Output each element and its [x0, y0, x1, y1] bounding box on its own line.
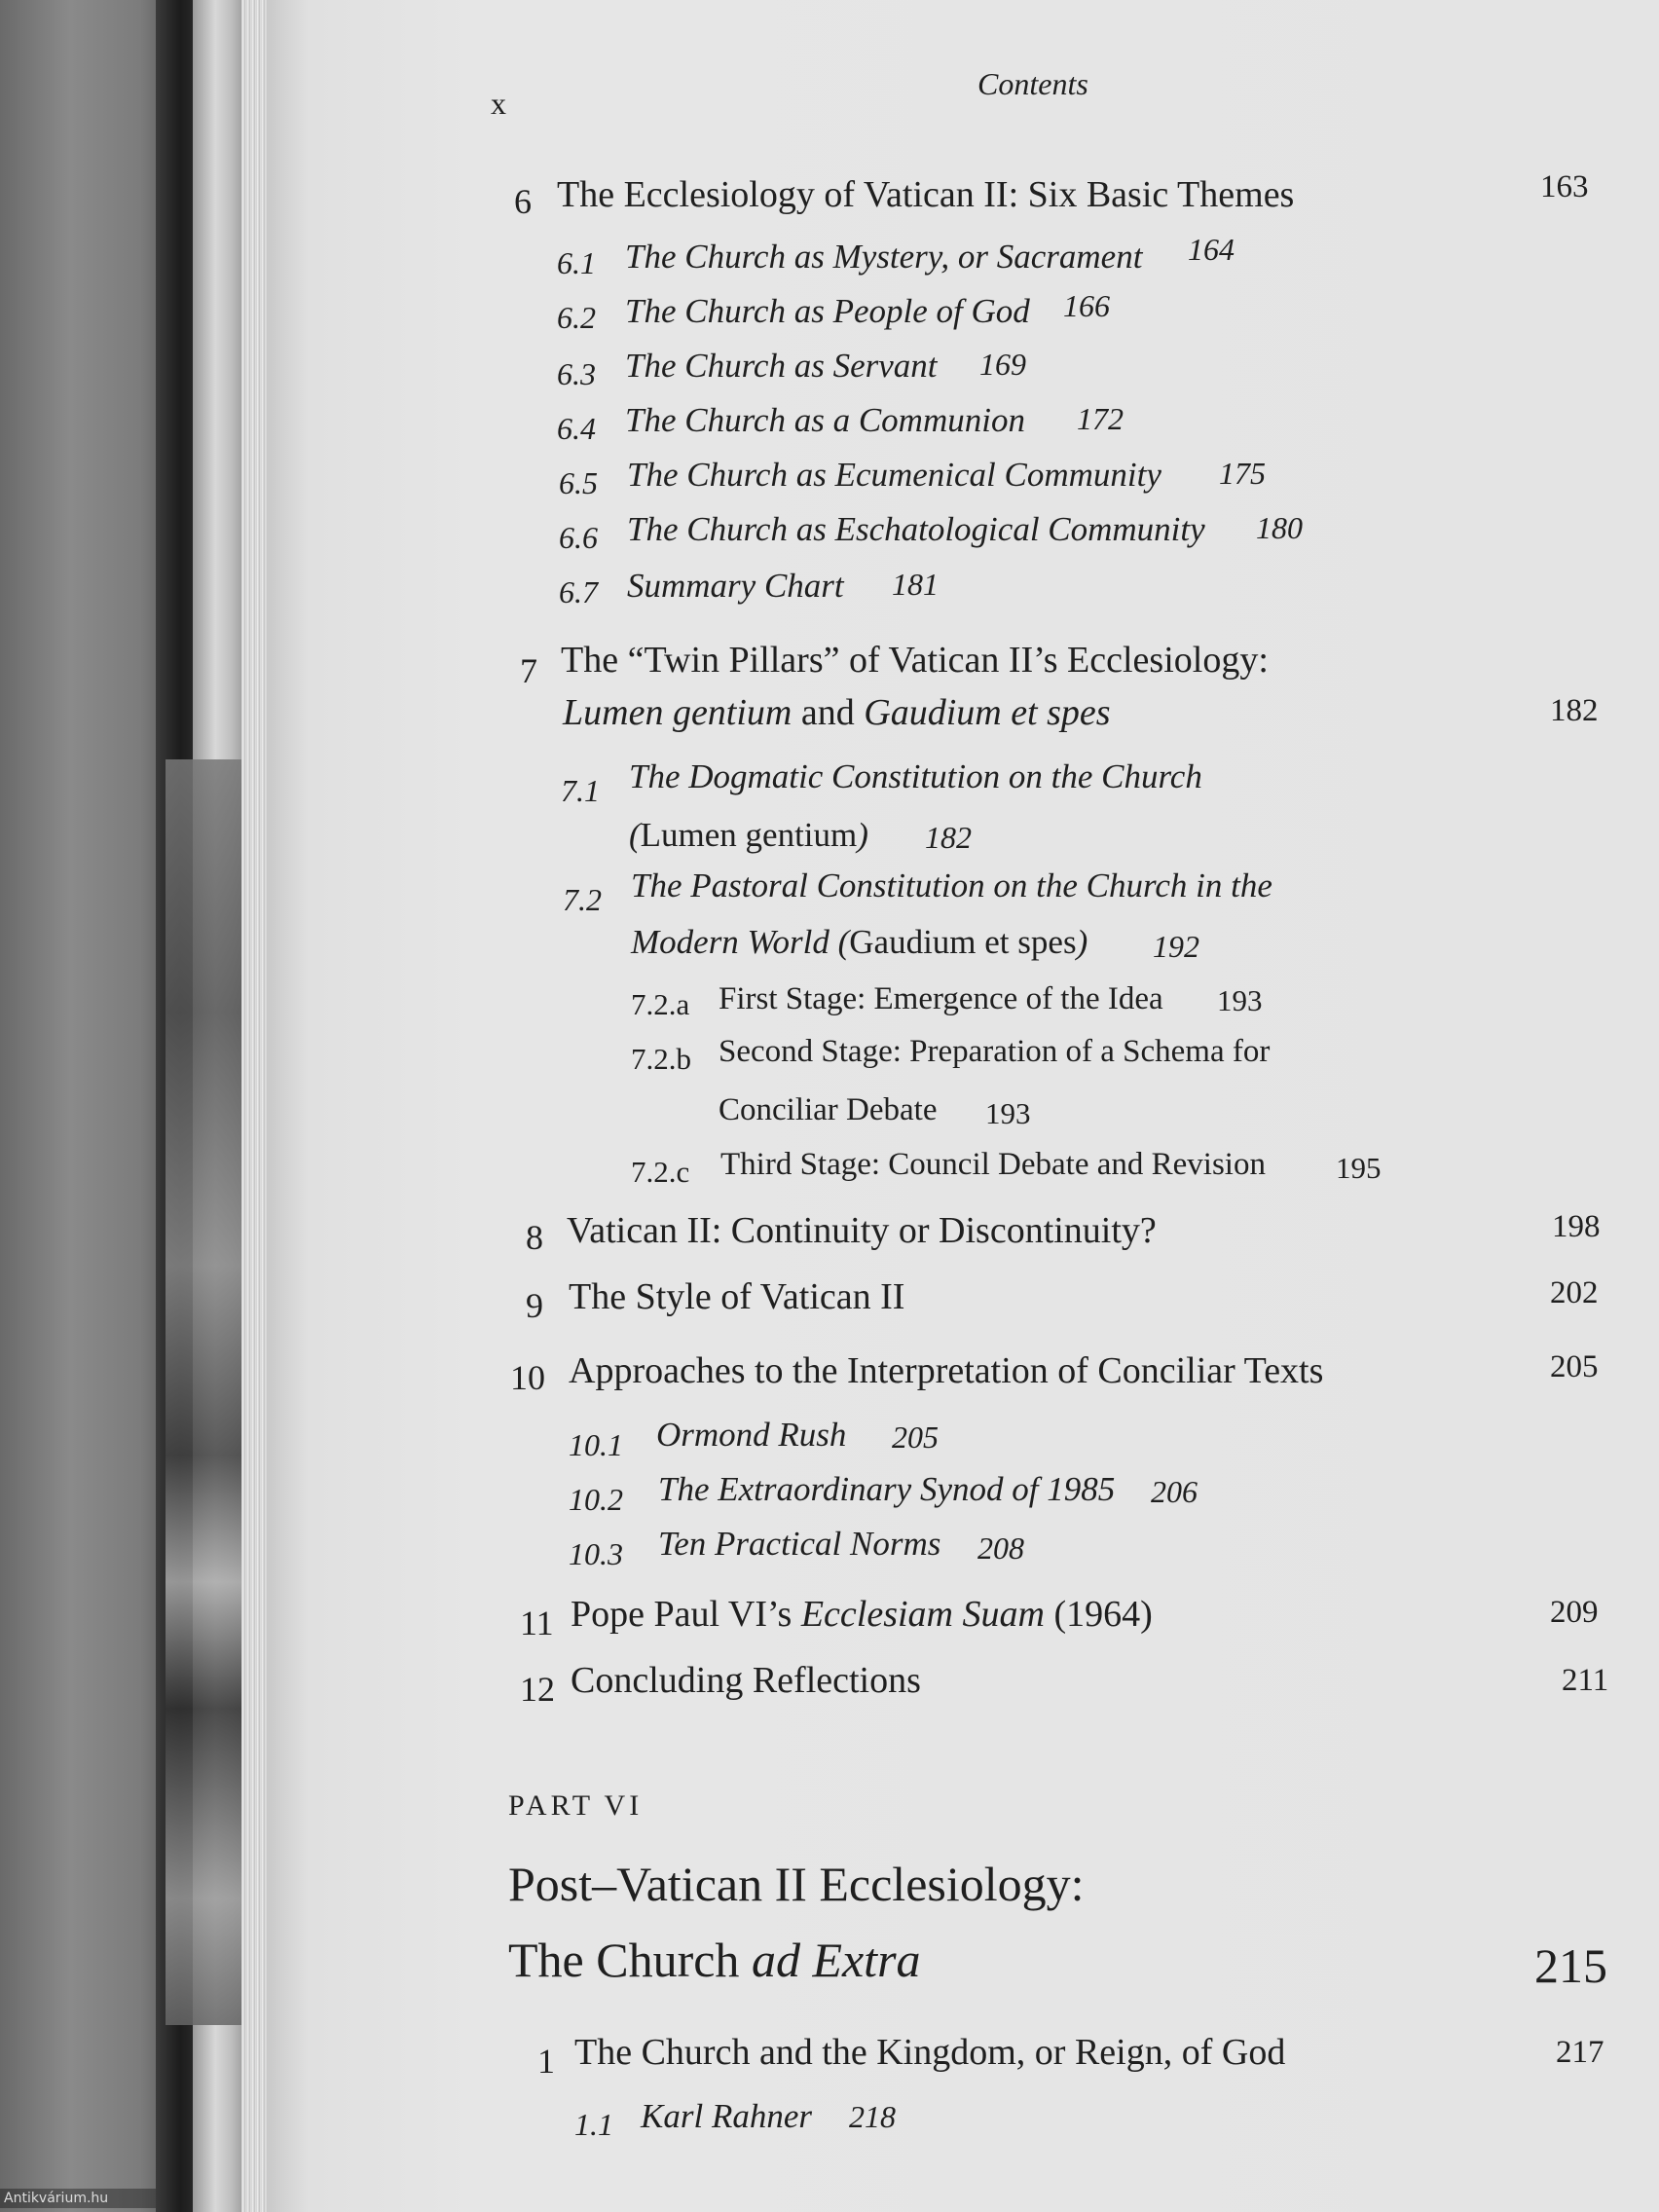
subsection-page: 195: [1336, 1151, 1382, 1185]
section-page: 218: [849, 2099, 896, 2134]
section-title: The Extraordinary Synod of 1985: [658, 1470, 1116, 1508]
part-label: PART VI: [508, 1789, 644, 1822]
book-cover-artwork: [166, 759, 253, 2025]
chapter-number: 7: [520, 651, 537, 690]
section-page: 206: [1151, 1474, 1198, 1509]
chapter-title-line2: [563, 691, 1111, 734]
chapter-number: 8: [526, 1218, 543, 1257]
chapter-number: 10: [510, 1358, 545, 1397]
section-title: The Church as Eschatological Community: [627, 510, 1205, 548]
section-page: 164: [1188, 232, 1235, 267]
running-title: Contents: [977, 66, 1088, 101]
chapter-number: 1: [537, 2042, 555, 2081]
section-number: 6.2: [557, 300, 596, 335]
section-number: 10.3: [569, 1536, 623, 1571]
document-name: Gaudium et spes: [864, 692, 1111, 733]
chapter-page: 209: [1550, 1595, 1599, 1630]
section-number: 7.2: [563, 882, 602, 917]
page-number: x: [491, 86, 506, 121]
chapter-page: 182: [1550, 693, 1599, 728]
chapter-title: Vatican II: Continuity or Discontinuity?: [567, 1210, 1157, 1251]
section-page: 166: [1063, 288, 1110, 323]
part-page: 215: [1534, 1938, 1607, 1993]
chapter-page: 163: [1540, 169, 1589, 204]
section-title-line1: The Dogmatic Constitution on the Church: [629, 757, 1202, 795]
document-name: Ecclesiam Suam: [800, 1594, 1045, 1635]
part-title-line1: Post–Vatican II Ecclesiology:: [508, 1857, 1085, 1911]
section-page: 172: [1077, 401, 1124, 436]
section-number: 6.1: [557, 245, 596, 280]
section-page: 181: [892, 567, 939, 602]
section-title: The Church as a Communion: [625, 401, 1025, 439]
chapter-title: The Style of Vatican II: [569, 1276, 905, 1317]
section-number: 10.2: [569, 1482, 623, 1517]
section-page: 182: [925, 820, 972, 855]
section-title-line1: The Pastoral Constitution on the Church in the: [631, 866, 1272, 904]
section-title: Karl Rahner: [641, 2097, 812, 2135]
section-number: 6.4: [557, 411, 596, 446]
watermark: Antikvárium.hu: [0, 2189, 156, 2208]
subsection-title: First Stage: Emergence of the Idea: [719, 981, 1163, 1016]
paren-close: ): [857, 816, 868, 854]
title-text: Pope Paul VI’s: [571, 1594, 801, 1635]
subsection-title-line1: Second Stage: Preparation of a Schema for: [719, 1034, 1271, 1069]
section-title: The Church as Servant: [625, 347, 938, 385]
section-page: 175: [1219, 456, 1266, 491]
subsection-title: Third Stage: Council Debate and Revision: [720, 1147, 1266, 1182]
chapter-title: Concluding Reflections: [571, 1660, 921, 1701]
chapter-title-line1: The “Twin Pillars” of Vatican II’s Ecclesiology:: [561, 640, 1269, 681]
chapter-title: Approaches to the Interpretation of Conciliar Texts: [569, 1350, 1324, 1391]
chapter-page: 205: [1550, 1349, 1599, 1384]
document-name: Lumen gentium: [640, 816, 858, 854]
section-page: 205: [892, 1419, 939, 1455]
chapter-number: 6: [514, 182, 532, 221]
chapter-page: 217: [1556, 2035, 1604, 2070]
section-number: 6.7: [559, 574, 598, 609]
section-number: 1.1: [574, 2107, 613, 2142]
subsection-title-line2: Conciliar Debate: [719, 1092, 938, 1127]
chapter-title: The Ecclesiology of Vatican II: Six Basic Themes: [557, 174, 1295, 215]
title-emphasis: ad Extra: [751, 1933, 921, 1987]
subsection-page: 193: [1217, 983, 1263, 1017]
background-wall: [0, 0, 175, 2212]
chapter-number: 12: [520, 1670, 555, 1709]
section-page: 169: [979, 347, 1026, 382]
paren-close: ): [1076, 923, 1088, 961]
chapter-page: 202: [1550, 1275, 1599, 1310]
document-name: Lumen gentium: [563, 692, 793, 733]
section-number: 6.6: [559, 520, 598, 555]
section-number: 10.1: [569, 1427, 623, 1462]
chapter-title: [571, 1593, 1153, 1636]
section-number: 6.5: [559, 465, 598, 500]
section-page: 192: [1153, 929, 1199, 964]
section-title: The Church as Ecumenical Community: [627, 456, 1161, 494]
paren-open: (: [629, 816, 641, 854]
section-title-line2: [629, 816, 868, 855]
section-number: 7.1: [561, 773, 600, 808]
conjunction: and: [792, 692, 865, 733]
section-page: 208: [977, 1530, 1024, 1566]
part-title-line2: [508, 1932, 921, 1988]
section-page: 180: [1256, 510, 1303, 545]
section-number: 6.3: [557, 356, 596, 391]
title-text: The Church: [508, 1933, 752, 1987]
title-year: (1964): [1044, 1594, 1153, 1635]
chapter-title: The Church and the Kingdom, or Reign, of God: [574, 2032, 1286, 2073]
section-title: Ten Practical Norms: [658, 1525, 941, 1563]
section-title: Summary Chart: [627, 567, 844, 605]
subsection-number: 7.2.c: [631, 1155, 690, 1189]
title-text: Modern World (: [631, 923, 850, 961]
section-title: The Church as Mystery, or Sacrament: [625, 238, 1143, 276]
chapter-page: 211: [1562, 1663, 1609, 1698]
document-name: Gaudium et spes: [849, 923, 1077, 961]
chapter-number: 11: [520, 1604, 554, 1642]
chapter-number: 9: [526, 1286, 543, 1325]
chapter-page: 198: [1552, 1209, 1601, 1244]
subsection-number: 7.2.a: [631, 987, 690, 1021]
section-title: The Church as People of God: [625, 292, 1030, 330]
section-title: Ormond Rush: [656, 1416, 847, 1454]
section-title-line2: [631, 923, 1088, 962]
subsection-page: 193: [985, 1096, 1031, 1130]
subsection-number: 7.2.b: [631, 1042, 691, 1076]
